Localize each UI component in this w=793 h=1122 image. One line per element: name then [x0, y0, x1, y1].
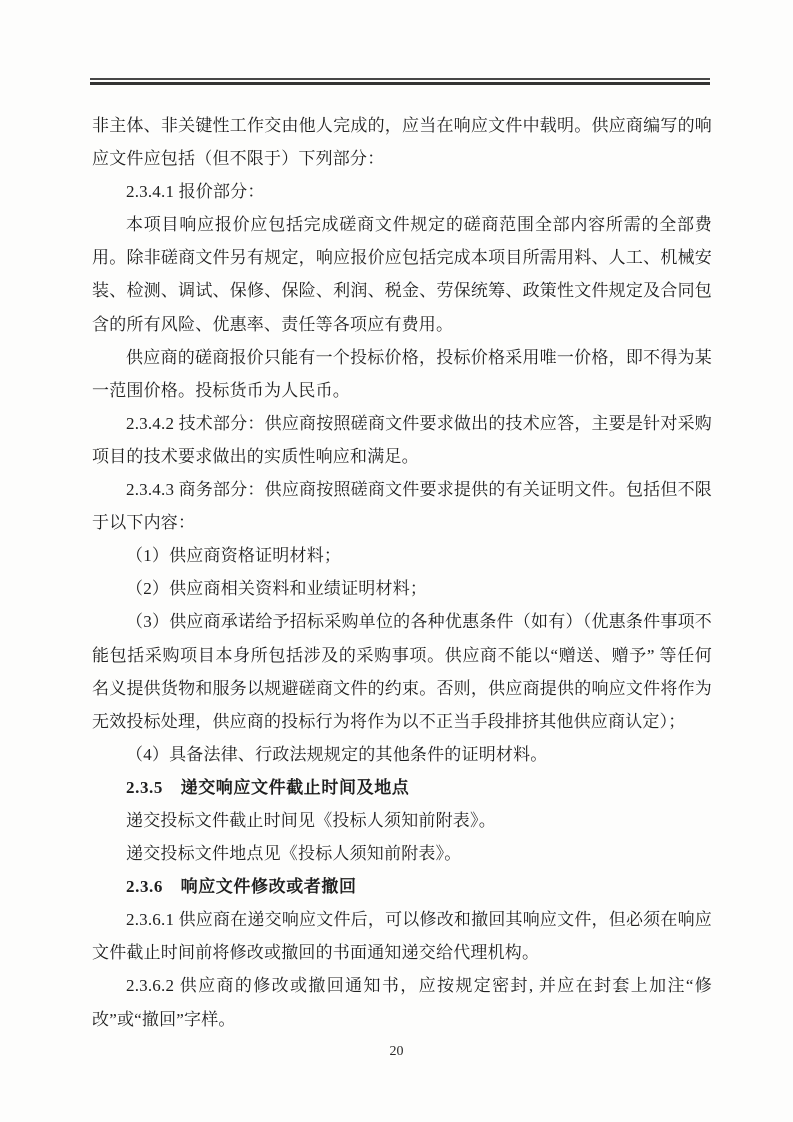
para-deadline-time: 递交投标文件截止时间见《投标人须知前附表》。 [126, 810, 496, 830]
header-rule [90, 78, 710, 85]
document-body [92, 109, 712, 1036]
heading-2-3-6: 2.3.6 响应文件修改或者撤回 [126, 877, 357, 897]
para-quote-scope: 本项目响应报价应包括完成磋商文件规定的磋商范围全部内容所需的全部费用。除非磋商文件另有规定，响应报价应包括完成本项目所需用料、人工、机械安装、检测、调试、保修、保险、利润、税金、劳保统筹、政策性文件规定及合同包含的所有风险、优惠率、责任等各项应有费用。 [92, 215, 712, 334]
para-deadline-place: 递交投标文件地点见《投标人须知前附表》。 [126, 844, 462, 864]
para-2-3-4-3: 2.3.4.3 商务部分：供应商按照磋商文件要求提供的有关证明文件。包括但不限于以下内容： [92, 480, 712, 533]
para-single-price: 供应商的磋商报价只能有一个投标价格，投标价格采用唯一价格，即不得为某一范围价格。投标货币为人民币。 [92, 347, 712, 400]
para-item-2: （2）供应商相关资料和业绩证明材料； [126, 579, 428, 599]
para-2-3-4-2: 2.3.4.2 技术部分：供应商按照磋商文件要求做出的技术应答，主要是针对采购项目的技术要求做出的实质性响应和满足。 [92, 413, 712, 466]
para-item-1: （1）供应商资格证明材料； [126, 546, 342, 566]
para-item-3: （3）供应商承诺给予招标采购单位的各种优惠条件（如有）（优惠条件事项不能包括采购项目本身所包括涉及的采购事项。供应商不能以“赠送、赠予” 等任何名义提供货物和服务以规避磋商文件的约束。否则，供应商提供的响应文件将作为无效投标处理，供应商的投标行为将作为以不正当手段排挤其他供应商认定）； [92, 612, 712, 731]
para-2-3-6-2: 2.3.6.2 供应商的修改或撤回通知书，应按规定密封, 并应在封套上加注“修改”或“撤回”字样。 [92, 976, 712, 1029]
para-continuation: 非主体、非关键性工作交由他人完成的，应当在响应文件中载明。供应商编写的响应文件应包括（但不限于）下列部分： [92, 116, 712, 169]
para-2-3-6-1: 2.3.6.1 供应商在递交响应文件后，可以修改和撤回其响应文件，但必须在响应文件截止时间前将修改或撤回的书面通知递交给代理机构。 [92, 910, 712, 963]
heading-2-3-5: 2.3.5 递交响应文件截止时间及地点 [126, 777, 410, 797]
page-number: 20 [389, 1044, 404, 1059]
para-item-4: （4）具备法律、行政法规规定的其他条件的证明材料。 [126, 744, 548, 764]
para-2-3-4-1: 2.3.4.1 报价部分： [126, 182, 265, 202]
